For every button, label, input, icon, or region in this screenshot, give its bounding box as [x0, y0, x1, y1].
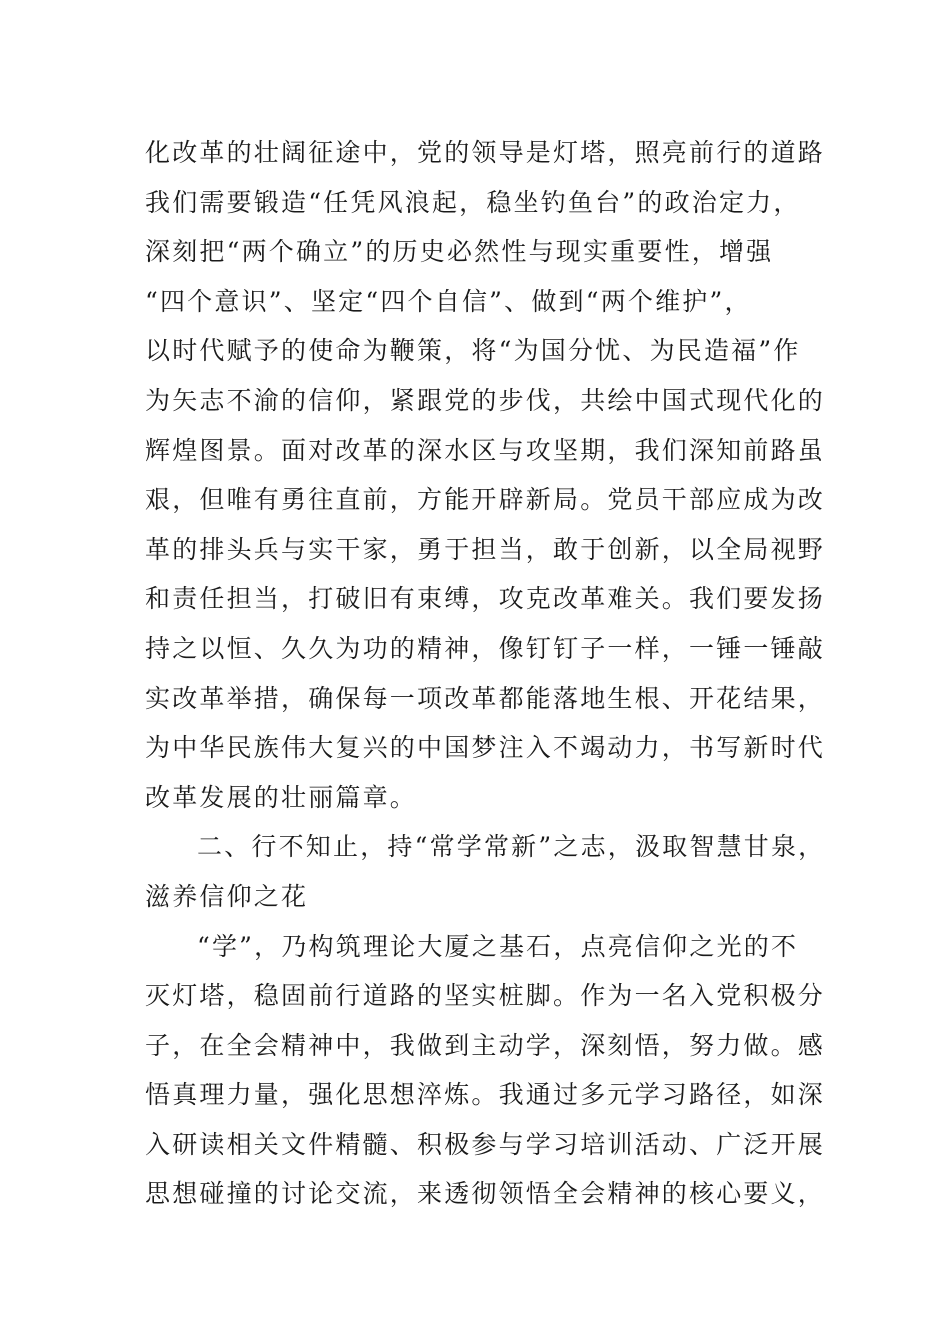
text-line: 持之以恒、久久为功的精神，像钉钉子一样，一锤一锤敲 — [145, 633, 826, 663]
text-line: 实改革举措，确保每一项改革都能落地生根、开花结果， — [145, 683, 826, 713]
text-line: 灭灯塔，稳固前行道路的坚实桩脚。作为一名入党积极分 — [145, 981, 826, 1011]
text-line: 子，在全会精神中，我做到主动学，深刻悟，努力做。感 — [145, 1030, 826, 1060]
text-line: “四个意识”、坚定“四个自信”、做到“两个维护”， — [145, 286, 752, 316]
text-line: 入研读相关文件精髓、积极参与学习培训活动、广泛开展 — [145, 1129, 826, 1159]
text-line: 我们需要锻造“任凭风浪起，稳坐钓鱼台”的政治定力， — [145, 187, 801, 217]
text-line: 以时代赋予的使命为鞭策，将“为国分忧、为民造福”作 — [145, 336, 801, 366]
text-line: 辉煌图景。面对改革的深水区与攻坚期，我们深知前路虽 — [145, 435, 826, 465]
section-heading-line: 滋养信仰之花 — [145, 881, 309, 911]
text-line: 革的排头兵与实干家，勇于担当，敢于创新，以全局视野 — [145, 534, 826, 564]
text-line: 艰，但唯有勇往直前，方能开辟新局。党员干部应成为改 — [145, 485, 826, 515]
text-line: 和责任担当，打破旧有束缚，攻克改革难关。我们要发扬 — [145, 584, 826, 614]
text-line: 深刻把“两个确立”的历史必然性与现实重要性，增强 — [145, 237, 774, 267]
text-line: 思想碰撞的讨论交流，来透彻领悟全会精神的核心要义， — [145, 1179, 826, 1209]
text-line: 为矢志不渝的信仰，紧跟党的步伐，共绘中国式现代化的 — [145, 385, 826, 415]
text-line: 悟真理力量，强化思想淬炼。我通过多元学习路径，如深 — [145, 1080, 826, 1110]
section-heading-line: 二、行不知止，持“常学常新”之志，汲取智慧甘泉， — [197, 832, 826, 862]
document-body — [145, 128, 825, 1219]
text-line: 化改革的壮阔征途中，党的领导是灯塔，照亮前行的道路 — [145, 138, 826, 167]
text-line: 改革发展的壮丽篇章。 — [145, 782, 418, 812]
text-line: “学”，乃构筑理论大厦之基石，点亮信仰之光的不 — [197, 931, 799, 961]
text-line: 为中华民族伟大复兴的中国梦注入不竭动力，书写新时代 — [145, 733, 826, 763]
